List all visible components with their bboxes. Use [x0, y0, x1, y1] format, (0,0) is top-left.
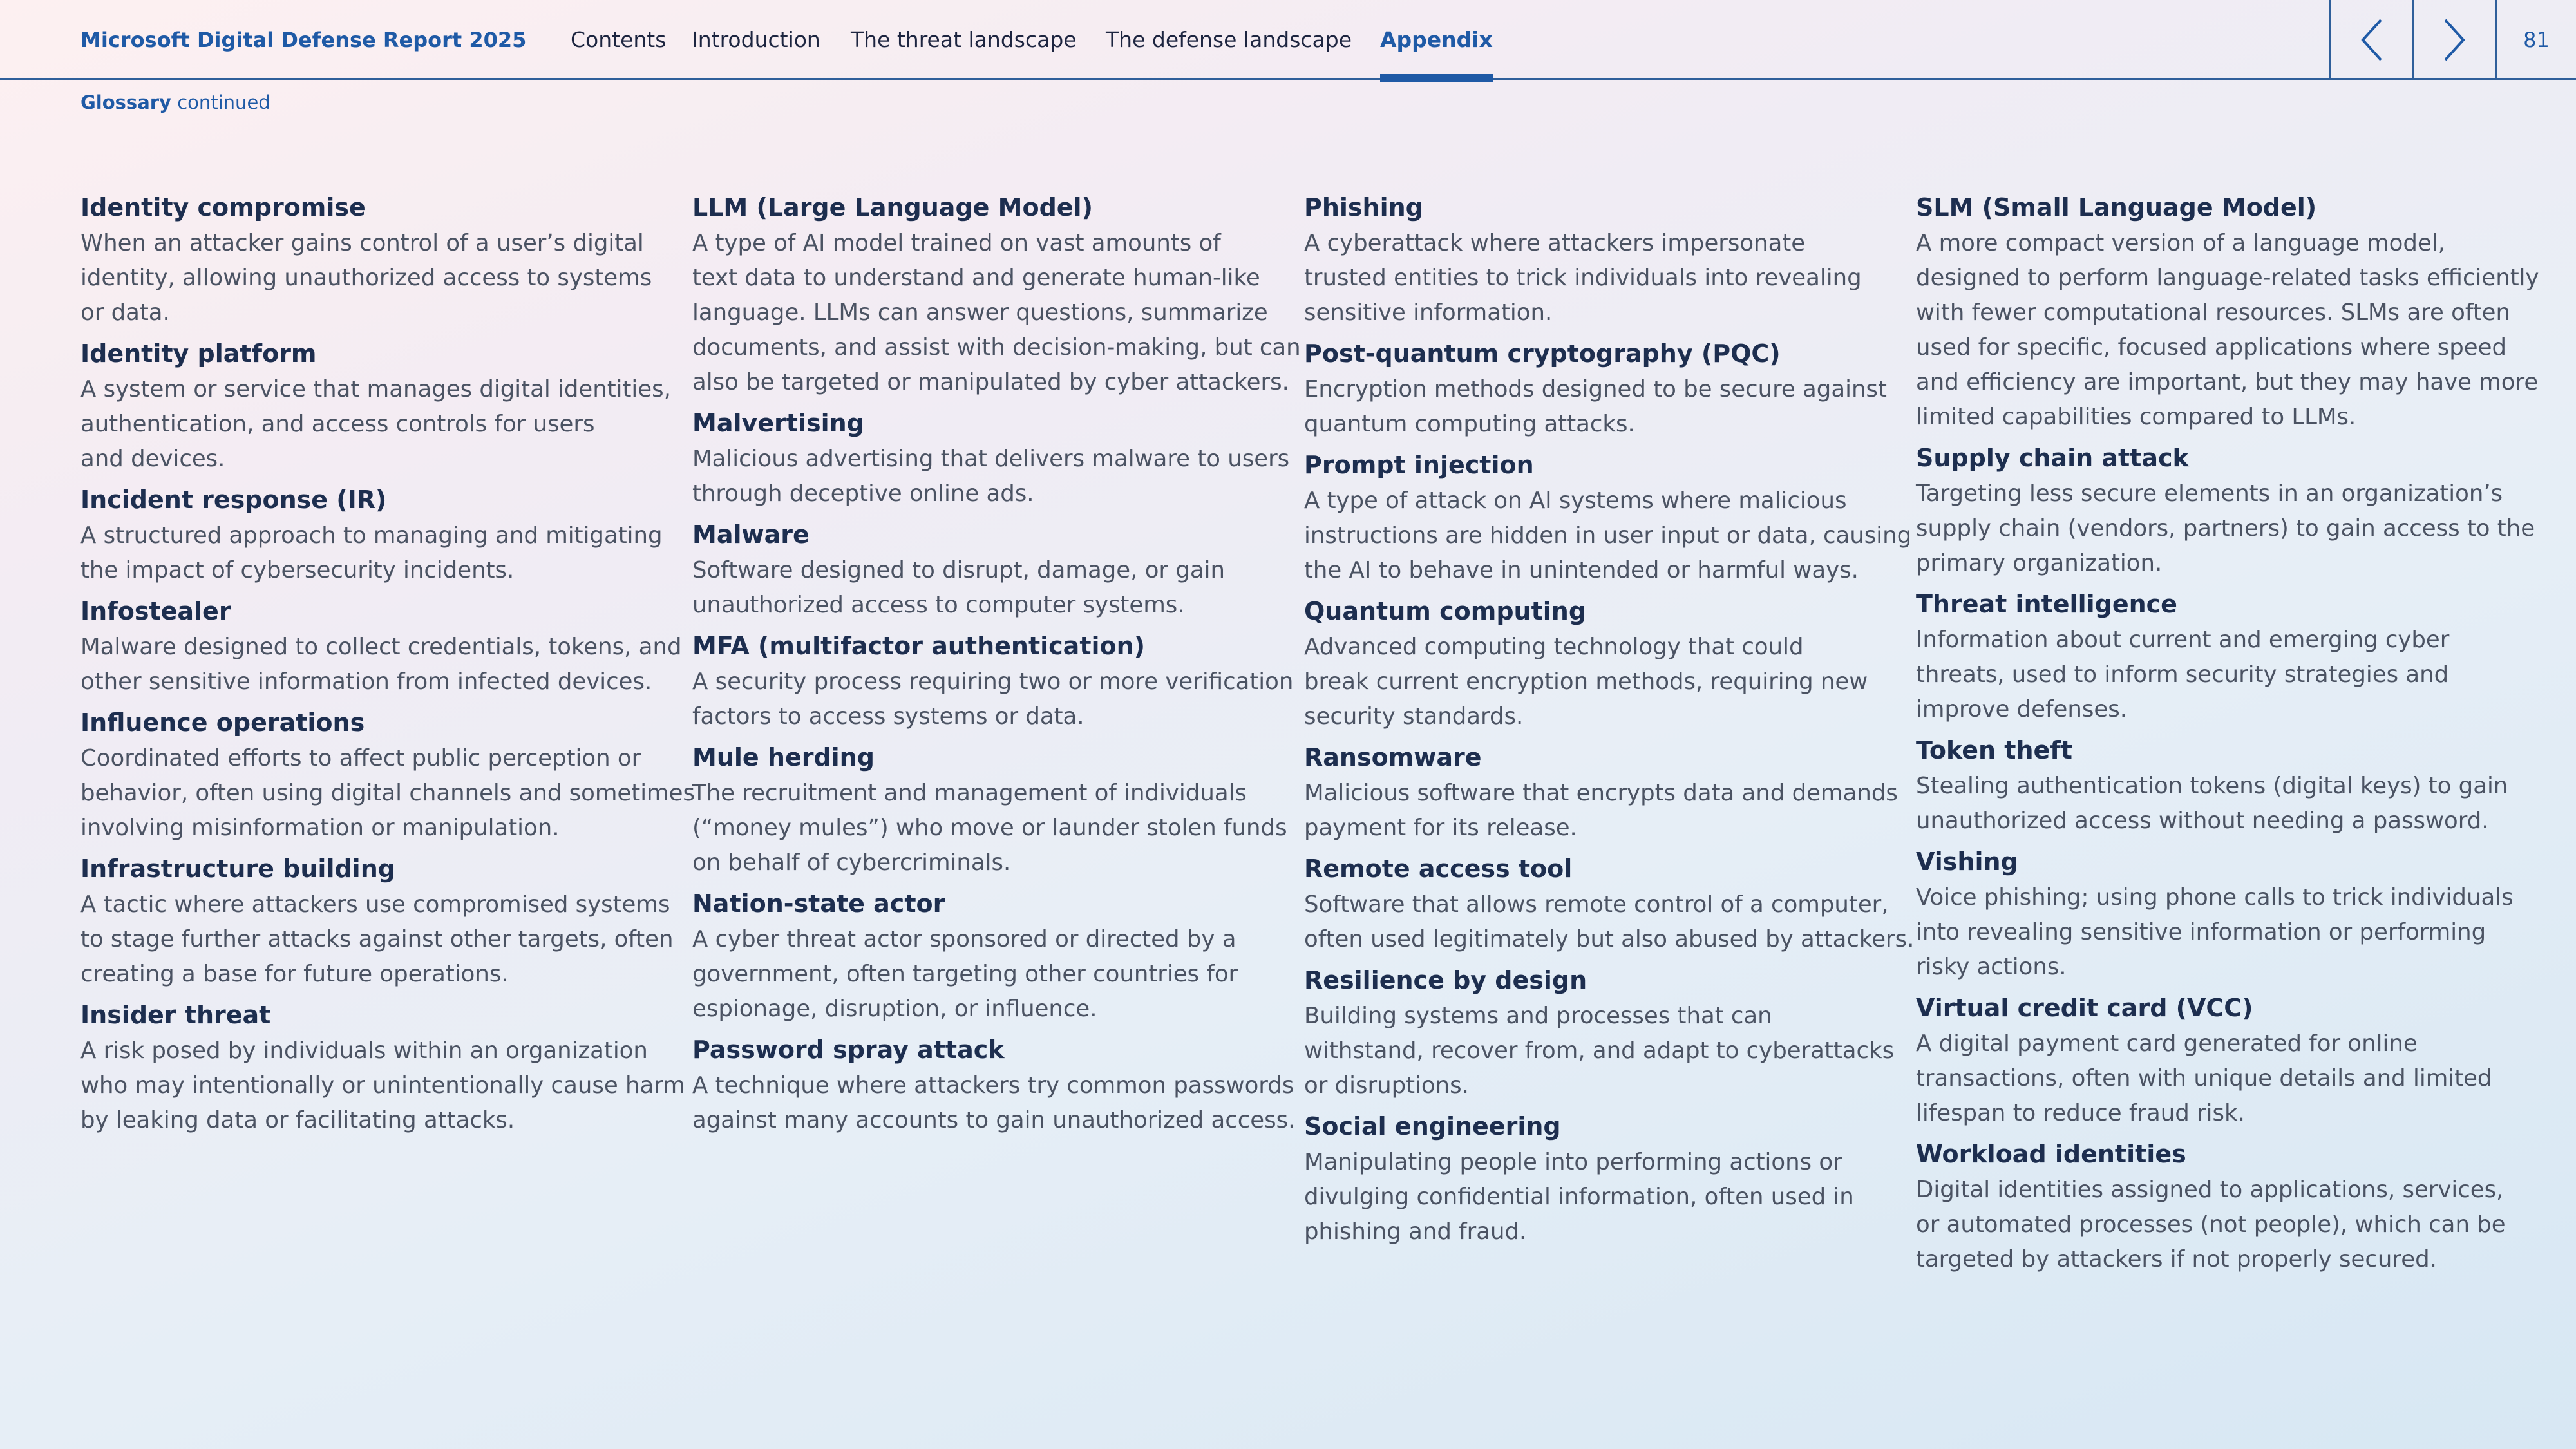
definition-line: security standards.	[1304, 703, 1524, 730]
definition-line: Stealing authentication tokens (digital keys) to gain	[1916, 773, 2508, 799]
definition-line: with fewer computational resources. SLMs are often	[1916, 299, 2510, 326]
glossary-definition	[1304, 630, 1884, 734]
glossary-term: Workload identities	[1916, 1140, 2186, 1168]
definition-line: language. LLMs can answer questions, summarize	[692, 299, 1268, 326]
glossary-term: Token theft	[1916, 736, 2072, 764]
definition-line: A type of attack on AI systems where malicious	[1304, 488, 1847, 514]
definition-line: A risk posed by individuals within an organization	[80, 1037, 648, 1064]
glossary-entry	[692, 887, 1272, 1027]
glossary-definition	[692, 922, 1272, 1027]
glossary-term: Identity compromise	[80, 193, 366, 222]
definition-line: or automated processes (not people), which can be	[1916, 1211, 2506, 1238]
definition-line: payment for its release.	[1304, 815, 1577, 841]
definition-line: factors to access systems or data.	[692, 703, 1084, 730]
definition-line: A tactic where attackers use compromised systems	[80, 891, 670, 918]
glossary-definition	[1916, 477, 2535, 581]
glossary-term: Threat intelligence	[1916, 590, 2177, 618]
breadcrumb-suffix: continued	[177, 91, 270, 113]
definition-line: or disruptions.	[1304, 1072, 1469, 1099]
glossary-entry	[692, 191, 1301, 400]
glossary-definition	[1916, 769, 2508, 838]
glossary-term: Prompt injection	[1304, 451, 1534, 479]
definition-line: When an attacker gains control of a user’s digital	[80, 230, 644, 256]
definition-line: transactions, often with unique details and limited	[1916, 1065, 2492, 1092]
definition-line: Voice phishing; using phone calls to trick individuals	[1916, 884, 2514, 911]
breadcrumb	[80, 91, 270, 113]
definition-line: also be targeted or manipulated by cyber attackers.	[692, 369, 1289, 395]
glossary-entry	[1304, 963, 1895, 1103]
definition-line: Malicious software that encrypts data and demands	[1304, 780, 1898, 806]
definition-line: break current encryption methods, requiring new	[1304, 668, 1868, 695]
glossary-definition	[1304, 1145, 1884, 1249]
glossary-entry	[1916, 991, 2496, 1131]
definition-line: often used legitimately but also abused by attackers.	[1304, 926, 1915, 952]
tab-threat-landscape[interactable]: The threat landscape	[851, 27, 1077, 52]
glossary-definition	[80, 1034, 685, 1138]
glossary-term: Infrastructure building	[80, 855, 395, 883]
glossary-term: Virtual credit card (VCC)	[1916, 994, 2253, 1022]
glossary-entry	[1304, 337, 1887, 442]
definition-line: improve defenses.	[1916, 696, 2127, 723]
glossary-term: MFA (multifactor authentication)	[692, 632, 1146, 660]
definition-line: Digital identities assigned to applications, services,	[1916, 1177, 2504, 1203]
glossary-term: Supply chain attack	[1916, 444, 2189, 472]
definition-line: Encryption methods designed to be secure against	[1304, 376, 1887, 402]
glossary-entry	[80, 706, 695, 846]
report-title[interactable]: Microsoft Digital Defense Report 2025	[80, 28, 527, 52]
definition-line: espionage, disruption, or influence.	[692, 996, 1097, 1022]
glossary-term: LLM (Large Language Model)	[692, 193, 1093, 222]
breadcrumb-section[interactable]: Glossary	[80, 91, 171, 113]
glossary-term: Infostealer	[80, 597, 231, 625]
glossary-definition	[692, 442, 1290, 511]
glossary-term: Phishing	[1304, 193, 1423, 222]
definition-line: documents, and assist with decision-making, but can	[692, 334, 1301, 361]
definition-line: and devices.	[80, 446, 225, 472]
next-page-button[interactable]	[2412, 0, 2494, 80]
glossary-term: Remote access tool	[1304, 855, 1573, 883]
glossary-term: Social engineering	[1304, 1112, 1561, 1141]
definition-line: Information about current and emerging cyber	[1916, 627, 2450, 653]
definition-line: on behalf of cybercriminals.	[692, 849, 1011, 876]
glossary-term: Password spray attack	[692, 1036, 1005, 1064]
definition-line: Manipulating people into performing actions or	[1304, 1149, 1842, 1175]
definition-line: identity, allowing unauthorized access to systems	[80, 265, 652, 291]
glossary-definition	[80, 741, 695, 846]
glossary-entry	[1304, 852, 1915, 957]
glossary-term: Mule herding	[692, 743, 875, 772]
glossary-entry	[692, 406, 1290, 511]
glossary-definition	[1304, 484, 1912, 588]
definition-line: government, often targeting other countries for	[692, 961, 1238, 987]
top-navigation-bar	[0, 0, 2576, 80]
definition-line: text data to understand and generate human-like	[692, 265, 1260, 291]
definition-line: quantum computing attacks.	[1304, 411, 1635, 437]
definition-line: to stage further attacks against other targets, often	[80, 926, 674, 952]
glossary-definition	[80, 630, 682, 699]
definition-line: Advanced computing technology that could	[1304, 634, 1804, 660]
glossary-entry	[80, 852, 674, 992]
definition-line: A cyber threat actor sponsored or directed by a	[692, 926, 1236, 952]
definition-line: who may intentionally or unintentionally cause harm	[80, 1072, 685, 1099]
definition-line: A structured approach to managing and mitigating	[80, 522, 663, 549]
definition-line: The recruitment and management of individuals	[692, 780, 1247, 806]
glossary-term: SLM (Small Language Model)	[1916, 193, 2317, 222]
glossary-entry	[1304, 448, 1912, 588]
definition-line: A system or service that manages digital identities,	[80, 376, 671, 402]
definition-line: divulging confidential information, often used in	[1304, 1184, 1854, 1210]
definition-line: withstand, recover from, and adapt to cyberattacks	[1304, 1037, 1895, 1064]
definition-line: used for specific, focused applications where speed	[1916, 334, 2507, 361]
glossary-entry	[80, 191, 660, 330]
glossary-definition	[1304, 776, 1898, 846]
definition-line: primary organization.	[1916, 550, 2163, 576]
glossary-term: Ransomware	[1304, 743, 1482, 772]
glossary-definition	[1916, 1173, 2506, 1277]
definition-line: against many accounts to gain unauthorized access.	[692, 1107, 1296, 1133]
definition-line: designed to perform language-related tasks efficiently	[1916, 265, 2539, 291]
glossary-entry	[1304, 741, 1898, 846]
glossary-definition	[1916, 880, 2514, 985]
glossary-term: Insider threat	[80, 1001, 271, 1029]
glossary-definition	[1916, 1027, 2496, 1131]
glossary-entry	[80, 594, 682, 699]
glossary-definition	[692, 226, 1301, 400]
chevron-left-icon	[2359, 17, 2385, 62]
definition-line: behavior, often using digital channels and sometimes	[80, 780, 695, 806]
definition-line: risky actions.	[1916, 954, 2067, 980]
tab-introduction[interactable]: Introduction	[692, 27, 820, 52]
definition-line: or data.	[80, 299, 170, 326]
glossary-term: Nation-state actor	[692, 889, 945, 918]
glossary-definition	[1304, 887, 1915, 957]
definition-line: phishing and fraud.	[1304, 1218, 1527, 1245]
tab-contents[interactable]: Contents	[571, 27, 667, 52]
glossary-term: Quantum computing	[1304, 597, 1587, 625]
definition-line: Targeting less secure elements in an organization’s	[1916, 480, 2503, 507]
glossary-entry	[80, 337, 671, 477]
definition-line: by leaking data or facilitating attacks.	[80, 1107, 515, 1133]
glossary-column-1	[80, 191, 695, 1144]
definition-line: Malicious advertising that delivers malware to users	[692, 446, 1290, 472]
definition-line: authentication, and access controls for users	[80, 411, 595, 437]
glossary-definition	[1304, 999, 1895, 1103]
glossary-entry	[692, 741, 1287, 880]
previous-page-button[interactable]	[2329, 0, 2412, 80]
glossary-entry	[692, 1033, 1296, 1138]
glossary-entry	[80, 483, 663, 588]
glossary-definition	[80, 226, 660, 330]
definition-line: creating a base for future operations.	[80, 961, 509, 987]
glossary-definition	[1916, 623, 2496, 727]
definition-line: Software designed to disrupt, damage, or gain	[692, 557, 1225, 583]
glossary-entry	[1916, 845, 2514, 985]
glossary-definition	[692, 776, 1287, 880]
glossary-definition	[80, 372, 671, 477]
glossary-definition	[80, 887, 674, 992]
tab-defense-landscape[interactable]: The defense landscape	[1106, 27, 1352, 52]
glossary-entry	[1916, 1137, 2506, 1277]
definition-line: instructions are hidden in user input or data, causing	[1304, 522, 1912, 549]
glossary-entry	[80, 998, 685, 1138]
glossary-term: Identity platform	[80, 339, 317, 368]
definition-line: targeted by attackers if not properly secured.	[1916, 1246, 2437, 1273]
definition-line: into revealing sensitive information or performing	[1916, 919, 2486, 945]
glossary-definition	[1916, 226, 2539, 435]
tab-appendix[interactable]: Appendix	[1380, 0, 1493, 80]
glossary-definition	[1304, 372, 1887, 442]
glossary-column-4	[1916, 191, 2539, 1283]
glossary-definition	[692, 1068, 1296, 1138]
glossary-definition	[692, 665, 1294, 734]
definition-line: Building systems and processes that can	[1304, 1003, 1772, 1029]
definition-line: trusted entities to trick individuals into revealing	[1304, 265, 1862, 291]
definition-line: Coordinated efforts to affect public perception or	[80, 745, 641, 772]
glossary-definition	[1304, 226, 1884, 330]
definition-line: unauthorized access to computer systems.	[692, 592, 1185, 618]
page-number: 81	[2495, 0, 2576, 80]
definition-line: (“money mules”) who move or launder stolen funds	[692, 815, 1287, 841]
chevron-right-icon	[2441, 17, 2467, 62]
glossary-entry	[1916, 734, 2508, 838]
definition-line: A type of AI model trained on vast amounts of	[692, 230, 1221, 256]
definition-line: A digital payment card generated for online	[1916, 1030, 2418, 1057]
definition-line: A technique where attackers try common passwords	[692, 1072, 1294, 1099]
glossary-entry	[1304, 191, 1884, 330]
glossary-term: Incident response (IR)	[80, 486, 387, 514]
glossary-term: Malware	[692, 520, 810, 549]
glossary-term: Resilience by design	[1304, 966, 1587, 994]
definition-line: the AI to behave in unintended or harmful ways.	[1304, 557, 1859, 583]
glossary-term: Influence operations	[80, 708, 365, 737]
glossary-definition	[692, 553, 1272, 623]
glossary-entry	[1916, 587, 2496, 727]
definition-line: A cyberattack where attackers impersonate	[1304, 230, 1806, 256]
definition-line: the impact of cybersecurity incidents.	[80, 557, 515, 583]
glossary-entry	[1916, 441, 2535, 581]
glossary-column-2	[692, 191, 1301, 1144]
definition-line: lifespan to reduce fraud risk.	[1916, 1100, 2245, 1126]
glossary-term: Vishing	[1916, 848, 2018, 876]
glossary-entry	[692, 518, 1272, 623]
definition-line: and efficiency are important, but they may have more	[1916, 369, 2539, 395]
glossary-entry	[1916, 191, 2539, 435]
glossary-entry	[1304, 594, 1884, 734]
glossary-entry	[692, 629, 1294, 734]
definition-line: through deceptive online ads.	[692, 480, 1034, 507]
definition-line: unauthorized access without needing a password.	[1916, 808, 2489, 834]
definition-line: Malware designed to collect credentials, tokens, and	[80, 634, 682, 660]
glossary-definition	[80, 518, 663, 588]
glossary-entry	[1304, 1110, 1884, 1249]
definition-line: A more compact version of a language model,	[1916, 230, 2445, 256]
definition-line: A security process requiring two or more verification	[692, 668, 1294, 695]
definition-line: involving misinformation or manipulation.	[80, 815, 560, 841]
definition-line: supply chain (vendors, partners) to gain access to the	[1916, 515, 2535, 542]
glossary-column-3	[1304, 191, 1915, 1256]
glossary-term: Malvertising	[692, 409, 864, 437]
glossary-term: Post-quantum cryptography (PQC)	[1304, 339, 1781, 368]
definition-line: Software that allows remote control of a computer,	[1304, 891, 1889, 918]
definition-line: limited capabilities compared to LLMs.	[1916, 404, 2356, 430]
definition-line: threats, used to inform security strategies and	[1916, 661, 2449, 688]
definition-line: sensitive information.	[1304, 299, 1553, 326]
definition-line: other sensitive information from infected devices.	[80, 668, 652, 695]
